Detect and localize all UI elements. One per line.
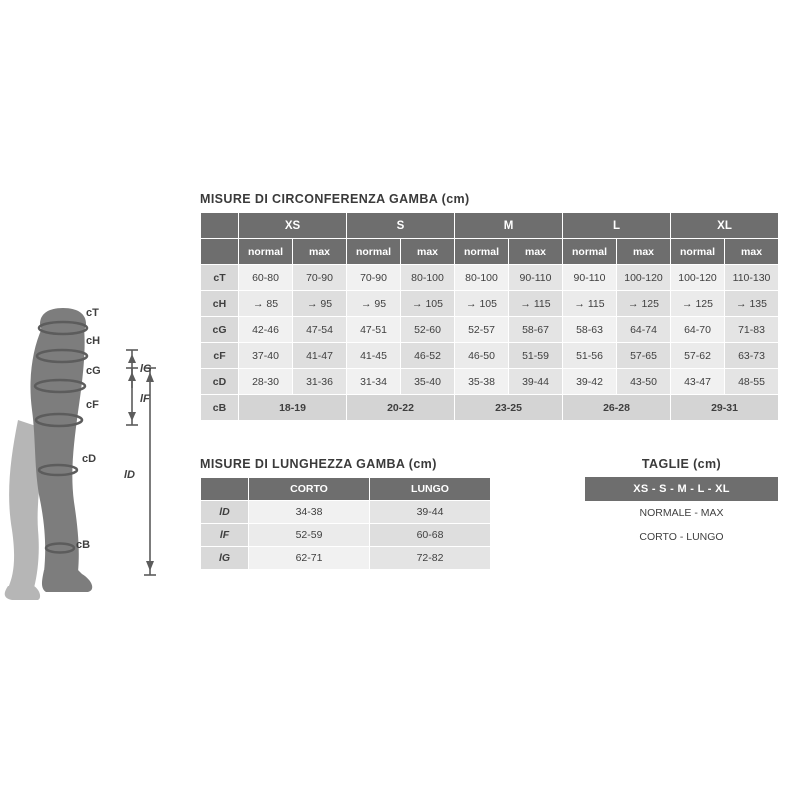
label-cD: cD xyxy=(82,453,97,465)
size-header-xs: XS xyxy=(239,213,347,239)
cell: 39-44 xyxy=(370,501,491,524)
cell: 18-19 xyxy=(239,395,347,421)
cell: 51-56 xyxy=(563,343,617,369)
cell: → 105 xyxy=(455,291,509,317)
length-header-row xyxy=(201,478,491,501)
fit-header-max-s: max xyxy=(401,239,455,265)
cell: 100-120 xyxy=(671,265,725,291)
label-cG: cG xyxy=(86,365,101,377)
cell: 64-70 xyxy=(671,317,725,343)
row-label-cb: cB xyxy=(201,395,239,421)
fit-header-normal-m: normal xyxy=(455,239,509,265)
taglie-row-normale-max: NORMALE - MAX xyxy=(585,501,778,525)
cell: 80-100 xyxy=(455,265,509,291)
table-row xyxy=(201,265,779,291)
cell: 31-34 xyxy=(347,369,401,395)
fit-header-row xyxy=(201,239,779,265)
foot-shape xyxy=(42,570,92,592)
cell: 62-71 xyxy=(249,547,370,570)
cell: 46-52 xyxy=(401,343,455,369)
row-label-lf: lF xyxy=(201,524,249,547)
cell: 70-90 xyxy=(347,265,401,291)
cell: 90-110 xyxy=(509,265,563,291)
cell: → 135 xyxy=(725,291,779,317)
table-row xyxy=(201,369,779,395)
cell: 71-83 xyxy=(725,317,779,343)
length-table xyxy=(200,477,491,570)
cell: 60-80 xyxy=(239,265,293,291)
header-corner xyxy=(201,213,239,239)
cell: 35-38 xyxy=(455,369,509,395)
cell: 57-62 xyxy=(671,343,725,369)
table-row-cb xyxy=(201,395,779,421)
row-label-ld: lD xyxy=(201,501,249,524)
cell: 42-46 xyxy=(239,317,293,343)
cell: 43-47 xyxy=(671,369,725,395)
cell: 35-40 xyxy=(401,369,455,395)
cell: 63-73 xyxy=(725,343,779,369)
cell: → 115 xyxy=(509,291,563,317)
cell: 57-65 xyxy=(617,343,671,369)
fit-header-max-xl: max xyxy=(725,239,779,265)
cell: 23-25 xyxy=(455,395,563,421)
taglie-title: TAGLIE (cm) xyxy=(641,457,722,471)
circumference-block xyxy=(200,192,778,421)
cell: → 105 xyxy=(401,291,455,317)
cell: 43-50 xyxy=(617,369,671,395)
header-corner-2 xyxy=(201,239,239,265)
size-header-s: S xyxy=(347,213,455,239)
taglie-row-corto-lungo: CORTO - LUNGO xyxy=(585,525,778,549)
cell: 52-59 xyxy=(249,524,370,547)
cell: 39-42 xyxy=(563,369,617,395)
cell: 58-67 xyxy=(509,317,563,343)
table-row xyxy=(201,524,491,547)
label-lD: lD xyxy=(124,469,135,481)
cell: 28-30 xyxy=(239,369,293,395)
size-header-l: L xyxy=(563,213,671,239)
cell: 46-50 xyxy=(455,343,509,369)
cell: → 125 xyxy=(671,291,725,317)
cell: 64-74 xyxy=(617,317,671,343)
table-row xyxy=(201,547,491,570)
cell: 58-63 xyxy=(563,317,617,343)
cell: 100-120 xyxy=(617,265,671,291)
size-header-row xyxy=(201,213,779,239)
leg-measurement-illustration xyxy=(0,280,200,610)
fit-header-normal-l: normal xyxy=(563,239,617,265)
cell: → 85 xyxy=(239,291,293,317)
table-row xyxy=(201,291,779,317)
cell: → 125 xyxy=(617,291,671,317)
row-label-cd: cD xyxy=(201,369,239,395)
cell: 20-22 xyxy=(347,395,455,421)
size-header-xl: XL xyxy=(671,213,779,239)
label-cB: cB xyxy=(76,539,91,551)
front-leg-shape xyxy=(30,328,84,572)
length-block xyxy=(200,457,490,570)
row-label-ch: cH xyxy=(201,291,239,317)
fit-header-normal-s: normal xyxy=(347,239,401,265)
cell: 70-90 xyxy=(293,265,347,291)
cell: 80-100 xyxy=(401,265,455,291)
cell: 48-55 xyxy=(725,369,779,395)
label-cT: cT xyxy=(86,307,99,319)
length-header-corto: CORTO xyxy=(249,478,370,501)
cell: → 95 xyxy=(347,291,401,317)
length-header-lungo: LUNGO xyxy=(370,478,491,501)
label-lF: lF xyxy=(140,393,150,405)
size-header-m: M xyxy=(455,213,563,239)
cell: 47-54 xyxy=(293,317,347,343)
table-row xyxy=(201,343,779,369)
cell: 29-31 xyxy=(671,395,779,421)
fit-header-max-l: max xyxy=(617,239,671,265)
table-row xyxy=(201,501,491,524)
cell: 72-82 xyxy=(370,547,491,570)
fit-header-max-m: max xyxy=(509,239,563,265)
taglie-block xyxy=(585,457,778,549)
table-row xyxy=(201,317,779,343)
cell: 41-45 xyxy=(347,343,401,369)
cell: 51-59 xyxy=(509,343,563,369)
cell: 52-57 xyxy=(455,317,509,343)
cell: 60-68 xyxy=(370,524,491,547)
fit-header-normal-xl: normal xyxy=(671,239,725,265)
taglie-header: XS - S - M - L - XL xyxy=(585,477,778,501)
cell: 47-51 xyxy=(347,317,401,343)
length-title: MISURE DI LUNGHEZZA GAMBA (cm) xyxy=(200,457,437,471)
circumference-title: MISURE DI CIRCONFERENZA GAMBA (cm) xyxy=(200,192,470,206)
row-label-cf: cF xyxy=(201,343,239,369)
length-header-corner xyxy=(201,478,249,501)
cell: 39-44 xyxy=(509,369,563,395)
cell: 90-110 xyxy=(563,265,617,291)
cell: 37-40 xyxy=(239,343,293,369)
circumference-table xyxy=(200,212,779,421)
cell: 52-60 xyxy=(401,317,455,343)
cell: → 115 xyxy=(563,291,617,317)
label-cF: cF xyxy=(86,399,99,411)
cell: 26-28 xyxy=(563,395,671,421)
row-label-ct: cT xyxy=(201,265,239,291)
row-label-lg: lG xyxy=(201,547,249,570)
cell: 41-47 xyxy=(293,343,347,369)
cell: 110-130 xyxy=(725,265,779,291)
row-label-cg: cG xyxy=(201,317,239,343)
label-lG: lG xyxy=(140,363,152,375)
cell: 34-38 xyxy=(249,501,370,524)
fit-header-normal-xs: normal xyxy=(239,239,293,265)
fit-header-max-xs: max xyxy=(293,239,347,265)
cell: 31-36 xyxy=(293,369,347,395)
cell: → 95 xyxy=(293,291,347,317)
label-cH: cH xyxy=(86,335,101,347)
